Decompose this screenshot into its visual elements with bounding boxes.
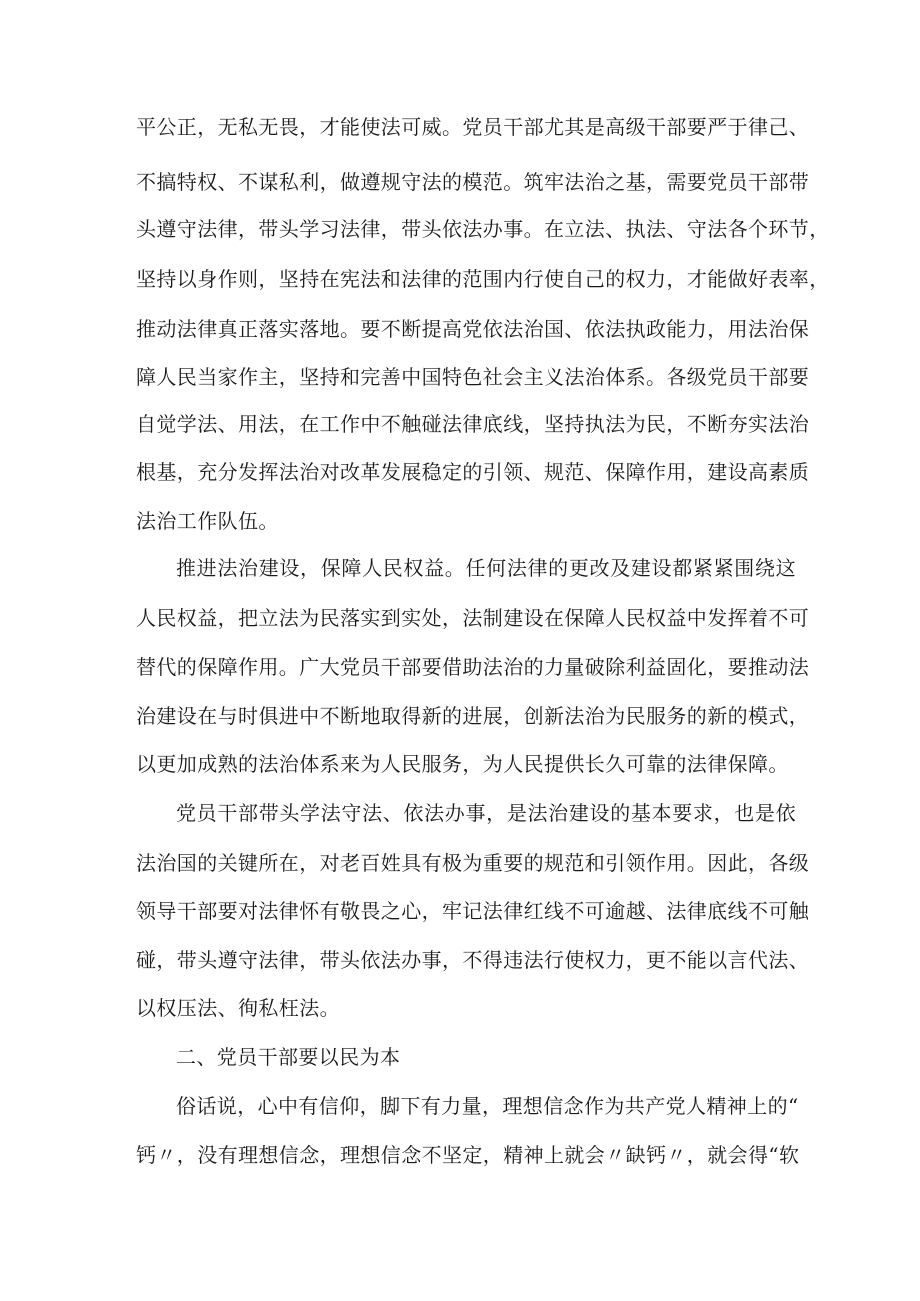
text-line: 不搞特权、不谋私利，做遵规守法的模范。筑牢法治之基，需要党员干部带 (136, 170, 810, 194)
paragraph-first-line: 俗话说，心中有信仰，脚下有力量，理想信念作为共产党人精神上的“ (176, 1094, 799, 1118)
paragraph-first-line: 党员干部带头学法守法、依法办事，是法治建设的基本要求，也是依 (176, 801, 796, 825)
text-line: 根基，充分发挥法治对改革发展稳定的引领、规范、保障作用，建设高素质 (136, 460, 810, 484)
text-line: 钙〃，没有理想信念，理想信念不坚定，精神上就会〃缺钙〃，就会得“软 (136, 1143, 800, 1167)
text-line: 以权压法、徇私枉法。 (136, 996, 340, 1020)
paragraph-first-line: 推进法治建设，保障人民权益。任何法律的更改及建设都紧紧围绕这 (176, 556, 796, 580)
text-line: 平公正，无私无畏，才能使法可威。党员干部尤其是高级干部要严于律己、 (136, 115, 810, 139)
text-line: 以更加成熟的法治体系来为人民服务，为人民提供长久可靠的法律保障。 (136, 752, 789, 776)
text-line: 领导干部要对法律怀有敬畏之心，牢记法律红线不可逾越、法律底线不可触 (136, 899, 810, 923)
text-line: 替代的保障作用。广大党员干部要借助法治的力量破除利益固化，要推动法 (136, 655, 810, 679)
text-line: 障人民当家作主，坚持和完善中国特色社会主义法治体系。各级党员干部要 (136, 365, 810, 389)
text-line: 碰，带头遵守法律，带头依法办事，不得违法行使权力，更不能以言代法、 (136, 948, 810, 972)
text-line: 法治工作队伍。 (136, 509, 279, 533)
text-line: 头遵守法律，带头学习法律，带头依法办事。在立法、执法、守法各个环节， (136, 217, 830, 241)
text-line: 治建设在与时俱进中不断地取得新的进展，创新法治为民服务的新的模式， (136, 704, 810, 728)
text-line: 自觉学法、用法，在工作中不触碰法律底线，坚持执法为民，不断夯实法治 (136, 412, 810, 436)
section-heading: 二、党员干部要以民为本 (176, 1045, 401, 1069)
text-line: 推动法律真正落实落地。要不断提高党依法治国、依法执政能力，用法治保 (136, 317, 810, 341)
text-line: 法治国的关键所在，对老百姓具有极为重要的规范和引领作用。因此，各级 (136, 851, 810, 875)
text-line: 人民权益，把立法为民落实到实处，法制建设在保障人民权益中发挥着不可 (136, 606, 810, 630)
text-line: 坚持以身作则，坚持在宪法和法律的范围内行使自己的权力，才能做好表率， (136, 267, 830, 291)
